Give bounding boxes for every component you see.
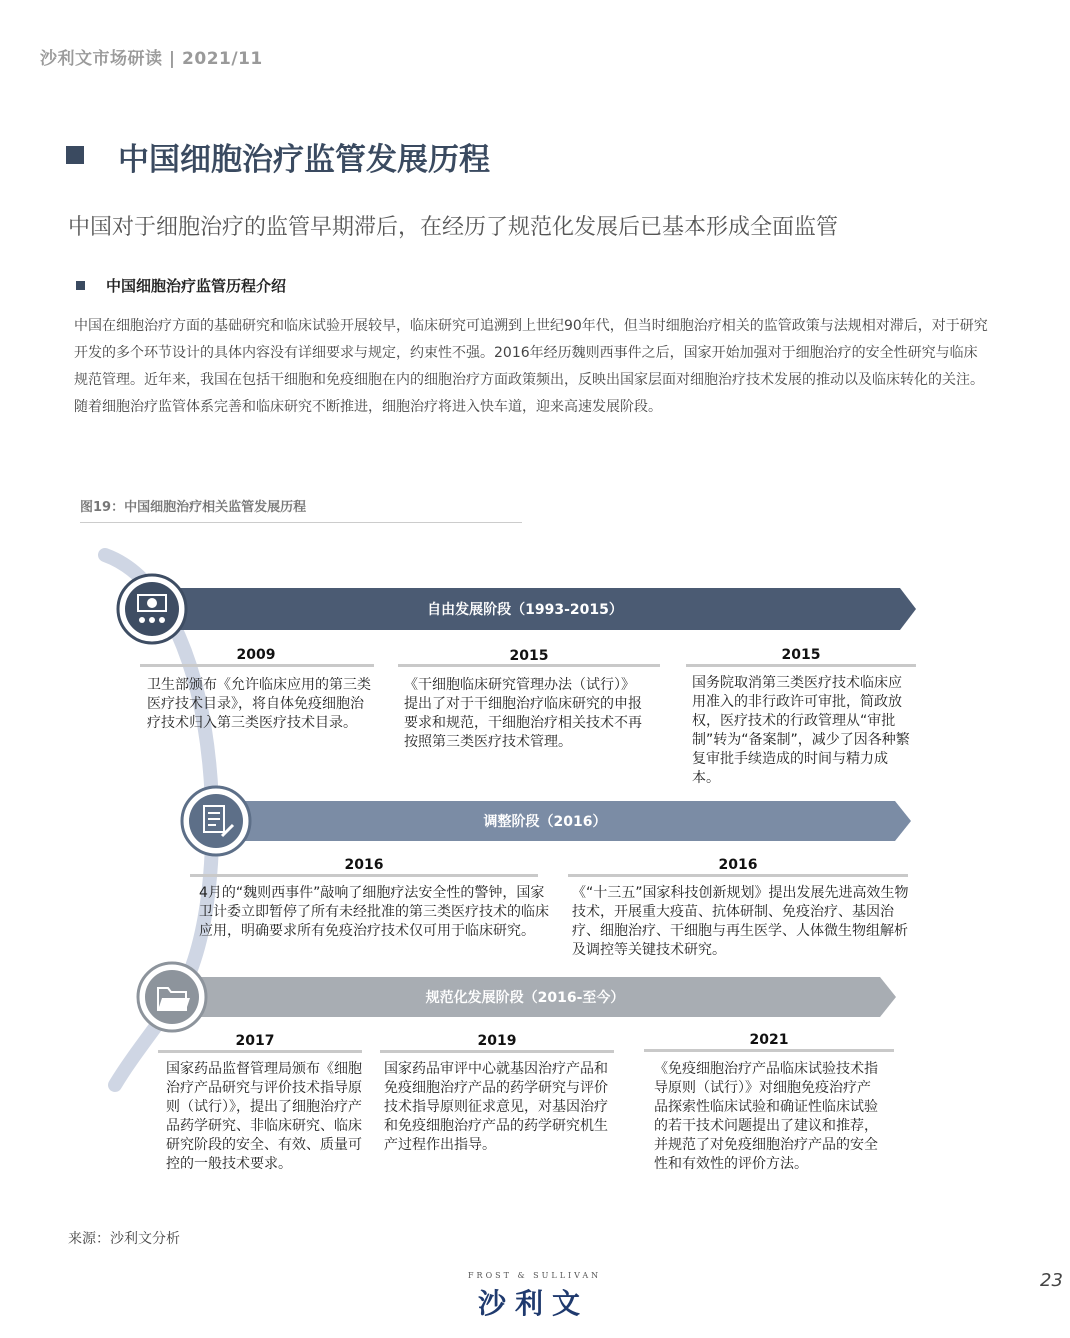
timeline-figure <box>0 540 1070 1200</box>
event-text: 国家药品监督管理局颁布《细胞治疗产品研究与评价技术指导原则（试行）》，提出了细胞治疗产品药学研究、非临床研究、临床研究阶段的安全、有效、质量可控的一般技术要求。 <box>166 1061 362 1172</box>
event-text: 国务院取消第三类医疗技术临床应用准入的非行政许可审批，简政放权，医疗技术的行政管理从“审批制”转为“备案制”，减少了因各种繁复审批手续造成的时间与精力成本。 <box>692 675 910 786</box>
page-number: 23 <box>1040 1270 1063 1291</box>
logo: 沙利文 <box>478 1287 590 1320</box>
title-marker <box>66 146 84 164</box>
section-body: 中国在细胞治疗方面的基础研究和临床试验开展较早，临床研究可追溯到上世纪90年代，但当时细胞治疗相关的监管政策与法规相对滞后，对于研究开发的多个环节设计的具体内容没有详细要求与规定，约束性不强。2016年经历魏则西事件之后，国家开始加强对于细胞治疗的安全性研究与临床规范管理。近年来，我国在包括干细胞和免疫细胞在内的细胞治疗方面政策频出，反映出国家层面对细胞治疗技术发展的推动以及临床转化的关注。随着细胞治疗监管体系完善和临床研究不断推进，细胞治疗将进入快车道，迎来高速发展阶段。 <box>74 318 988 415</box>
section-title: 中国细胞治疗监管历程介绍 <box>106 277 287 295</box>
section-marker <box>76 281 85 290</box>
year-divider <box>190 874 538 877</box>
event-year: 2016 <box>344 857 384 873</box>
event-year: 2016 <box>718 857 758 873</box>
year-divider <box>398 664 660 667</box>
page-subtitle: 中国对于细胞治疗的监管早期滞后，在经历了规范化发展后已基本形成全面监管 <box>68 215 839 240</box>
event-year: 2015 <box>781 647 821 663</box>
event-year: 2021 <box>749 1032 789 1048</box>
event-text: 国家药品审评中心就基因治疗产品和免疫细胞治疗产品的药学研究与评价技术指导原则征求意见，对基因治疗和免疫细胞治疗产品的药学研究机生产过程作出指导。 <box>384 1061 608 1153</box>
year-divider <box>644 1049 894 1052</box>
event-year: 2009 <box>236 647 276 663</box>
document-edit-icon <box>182 787 250 855</box>
year-divider <box>568 874 908 877</box>
year-divider <box>380 1050 614 1053</box>
event-text: 《干细胞临床研究管理办法（试行）》提出了对于干细胞治疗临床研究的申报要求和规范，干细胞治疗相关技术不再按照第三类医疗技术管理。 <box>404 677 642 750</box>
event-text: 《免疫细胞治疗产品临床试验技术指导原则（试行）》对细胞免疫治疗产品探索性临床试验和确证性临床试验的若干技术问题提出了建议和推荐，并规范了对免疫细胞治疗产品的安全性和有效性的评价方法。 <box>654 1061 878 1172</box>
event-text: 4月的“魏则西事件”敲响了细胞疗法安全性的警钟，国家卫计委立即暂停了所有未经批准的第三类医疗技术的临床应用，明确要求所有免疫治疗技术仅可用于临床研究。 <box>199 885 549 939</box>
report-header: 沙利文市场研读 | 2021/11 <box>40 49 263 69</box>
page-title: 中国细胞治疗监管发展历程 <box>118 142 490 178</box>
event-year: 2015 <box>509 648 549 664</box>
presentation-icon <box>118 575 186 643</box>
year-divider <box>140 664 374 667</box>
logo-wordmark: FROST & SULLIVAN <box>468 1271 602 1280</box>
event-text: 《“十三五”国家科技创新规划》提出发展先进高效生物技术，开展重大疫苗、抗体研制、免疫治疗、基因治疗、细胞治疗、干细胞与再生医学、人体微生物组解析及调控等关键技术研究。 <box>572 885 909 958</box>
event-year: 2017 <box>235 1033 275 1049</box>
stage-label-1: 自由发展阶段（1993-2015） <box>427 602 623 618</box>
folder-icon <box>138 963 206 1031</box>
stage-label-3: 规范化发展阶段（2016-至今） <box>425 990 625 1006</box>
event-year: 2019 <box>477 1033 517 1049</box>
year-divider <box>158 1050 362 1053</box>
year-divider <box>686 664 916 667</box>
figure-caption: 图19：中国细胞治疗相关监管发展历程 <box>80 500 307 515</box>
caption-divider <box>80 522 522 523</box>
stage-label-2: 调整阶段（2016） <box>483 814 607 830</box>
event-text: 卫生部颁布《允许临床应用的第三类医疗技术目录》，将自体免疫细胞治疗技术归入第三类医疗技术目录。 <box>147 677 371 731</box>
figure-source: 来源：沙利文分析 <box>68 1231 180 1247</box>
